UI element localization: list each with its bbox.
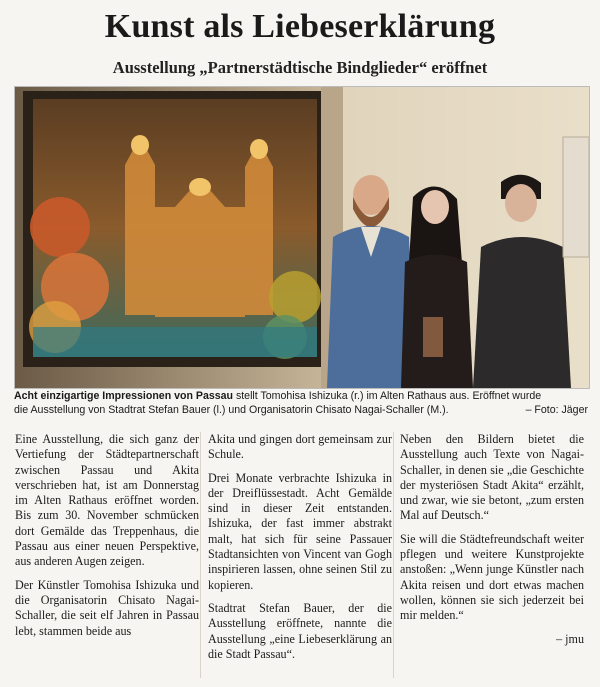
paragraph: Eine Ausstellung, die sich ganz der Vertiefung der Städtepartnerschaft zwischen Passau und Akita verschrieben hat, ist am Donnerstag im Alten Rathaus eröffnet worden. Bis zum 30. November schmücken dort Gemälde das Treppenhaus, die Passau aus einer neuen Perspektive, aus anderen Augen zeigen. [15,432,199,569]
subheadline: Ausstellung „Partnerstädtische Bindglieder“ eröffnet [112,58,488,77]
paragraph: Drei Monate verbrachte Ishizuka in der Dreiflüssestadt. Acht Gemälde sind in dieser Zeit entstanden. Ishizuka, der fast immer abstrakt malt, hat sich für seine Passauer Stadtansichten von Vincent van Gogh inspirieren lassen, ohne seinen Stil zu kopieren. [208,470,392,592]
caption-text-line1: stellt Tomohisa Ishizuka (r.) im Alten Rathaus aus. Eröffnet wurde [233,390,542,402]
column-divider [200,432,201,678]
article-column-3 [400,432,584,655]
paragraph: Stadtrat Stefan Bauer, der die Ausstellung eröffnete, nannte die Ausstellung „eine Liebeserklärung an die Stadt Passau“. [208,600,392,661]
author-signature: – jmu [556,631,584,646]
paragraph: Akita und gingen dort gemeinsam zur Schule. [208,432,392,462]
photo-caption [14,389,588,417]
paragraph: Neben den Bildern bietet die Ausstellung auch Texte von Nagai-Schaller, in denen sie „die Geschichte der mysteriösen Stadt Akita“ erzählt, und zwar, wie sie betont, „zum ersten Mal auf Deutsch.“ [400,432,584,523]
column-divider [393,432,394,678]
caption-lead: Acht einzigartige Impressionen von Passau [14,390,233,402]
photo-credit: – Foto: Jäger [525,404,588,416]
article-photo [14,86,590,389]
article-column-2 [208,432,392,670]
caption-text-line2: die Ausstellung von Stadtrat Stefan Bauer (l.) und Organisatorin Chisato Nagai-Schaller (M.). [14,404,449,416]
paragraph: Sie will die Städtefreundschaft weiter pflegen und weitere Kunstprojekte anstoßen: „Wenn junge Künstler nach Akita reisen und dort etwas machen wollen, können sie sich jederzeit bei mir melden.“ [400,531,584,623]
paragraph: Der Künstler Tomohisa Ishizuka und die Organisatorin Chisato Nagai-Schaller, die seit elf Jahren in Passau lebt, stammen beide aus [15,577,199,638]
article-column-1 [15,432,199,647]
headline: Kunst als Liebeserklärung [104,8,496,45]
